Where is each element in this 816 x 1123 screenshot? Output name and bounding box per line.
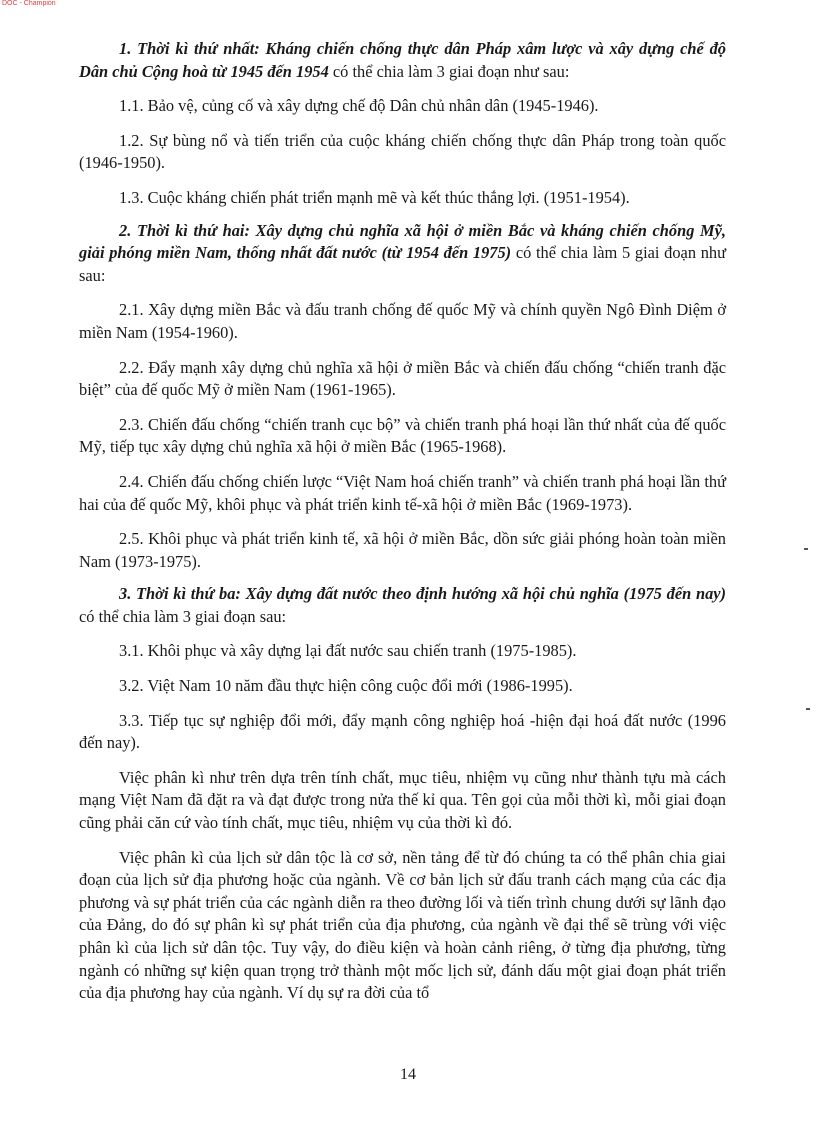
body-paragraph: Việc phân kì như trên dựa trên tính chất, mục tiêu, nhiệm vụ cũng như thành tựu mà cách mạng Việt Nam đã đặt ra và đạt được trong nửa thế kỉ qua. Tên gọi của mỗi thời kì, mỗi giai đoạn cũng phải căn cứ vào tính chất, mục tiêu, nhiệm vụ của thời kì đó. — [79, 767, 726, 833]
list-item: 3.3. Tiếp tục sự nghiệp đổi mới, đẩy mạnh công nghiệp hoá -hiện đại hoá đất nước (1996 đến nay). — [79, 710, 726, 753]
list-item: 2.3. Chiến đấu chống “chiến tranh cục bộ” và chiến tranh phá hoại lần thứ nhất của đế quốc Mỹ, tiếp tục xây dựng chủ nghĩa xã hội ở miền Bắc (1965-1968). — [79, 414, 726, 457]
section-heading-1-rest: có thể chia làm 3 giai đoạn như sau: — [328, 61, 570, 81]
scan-speck — [804, 548, 808, 550]
section-heading-1 — [79, 38, 726, 83]
section-heading-2 — [79, 220, 726, 288]
section-heading-2-bold: 2. Thời kì thứ hai: Xây dựng chủ nghĩa xã hội ở miền Bắc và kháng chiến chống Mỹ, giải phóng miền Nam, thống nhất đất nước (từ 1954 đến 1975) — [79, 220, 726, 263]
section-heading-3 — [79, 583, 726, 628]
page-number: 14 — [400, 1066, 416, 1083]
section-heading-3-bold: 3. Thời kì thứ ba: Xây dựng đất nước theo định hướng xã hội chủ nghĩa (1975 đến nay) — [119, 584, 726, 604]
list-item: 3.1. Khôi phục và xây dựng lại đất nước sau chiến tranh (1975-1985). — [119, 641, 577, 661]
body-paragraph: Việc phân kì của lịch sử dân tộc là cơ sở, nền tảng để từ đó chúng ta có thể phân chia giai đoạn của lịch sử địa phương hoặc của ngành. Về cơ bản lịch sử đấu tranh cách mạng của các địa phương và sự phát triển của các ngành diễn ra theo đường lối và tiến trình chung dưới sự lãnh đạo của Đảng, do đó sự phân kì sự phát triển của địa phương, của ngành về đại thể sẽ trùng với việc phân kì của lịch sử dân tộc. Tuy vậy, do điều kiện và hoàn cảnh riêng, ở từng địa phương, từng ngành có những sự kiện quan trọng trở thành một mốc lịch sử, đánh dấu một giai đoạn phát triển của địa phương hay của ngành. Ví dụ sự ra đời của tổ — [79, 847, 726, 1003]
watermark-text: DOC - Champion — [2, 0, 56, 7]
section-heading-2-rest: có thể chia làm 5 giai đoạn như sau: — [79, 243, 726, 285]
list-item: 1.1. Bảo vệ, củng cố và xây dựng chế độ Dân chủ nhân dân (1945-1946). — [119, 96, 599, 116]
document-body — [79, 38, 726, 1017]
list-item: 2.2. Đẩy mạnh xây dựng chủ nghĩa xã hội ở miền Bắc và chiến đấu chống “chiến tranh đặc biệt” của đế quốc Mỹ ở miền Nam (1961-1965). — [79, 357, 726, 400]
list-item: 2.5. Khôi phục và phát triển kinh tế, xã hội ở miền Bắc, dồn sức giải phóng hoàn toàn miền Nam (1973-1975). — [79, 529, 726, 571]
list-item: 2.1. Xây dựng miền Bắc và đấu tranh chống đế quốc Mỹ và chính quyền Ngô Đình Diệm ở miền Nam (1954-1960). — [79, 300, 726, 342]
list-item: 3.2. Việt Nam 10 năm đầu thực hiện công cuộc đổi mới (1986-1995). — [119, 676, 573, 696]
list-item: 1.3. Cuộc kháng chiến phát triển mạnh mẽ và kết thúc thắng lợi. (1951-1954). — [119, 187, 630, 207]
list-item: 1.2. Sự bùng nổ và tiến triển của cuộc kháng chiến chống thực dân Pháp trong toàn quốc (1946-1950). — [79, 130, 726, 173]
list-item: 2.4. Chiến đấu chống chiến lược “Việt Nam hoá chiến tranh” và chiến tranh phá hoại lần thứ hai của đế quốc Mỹ, khôi phục và phát triển kinh tế-xã hội ở miền Bắc (1969-1973). — [79, 471, 726, 514]
section-heading-1-bold: 1. Thời kì thứ nhất: Kháng chiến chống thực dân Pháp xâm lược và xây dựng chế độ Dân chủ Cộng hoà từ 1945 đến 1954 — [79, 39, 726, 81]
scan-speck — [806, 708, 810, 710]
section-heading-3-rest: có thể chia làm 3 giai đoạn sau: — [79, 606, 287, 626]
